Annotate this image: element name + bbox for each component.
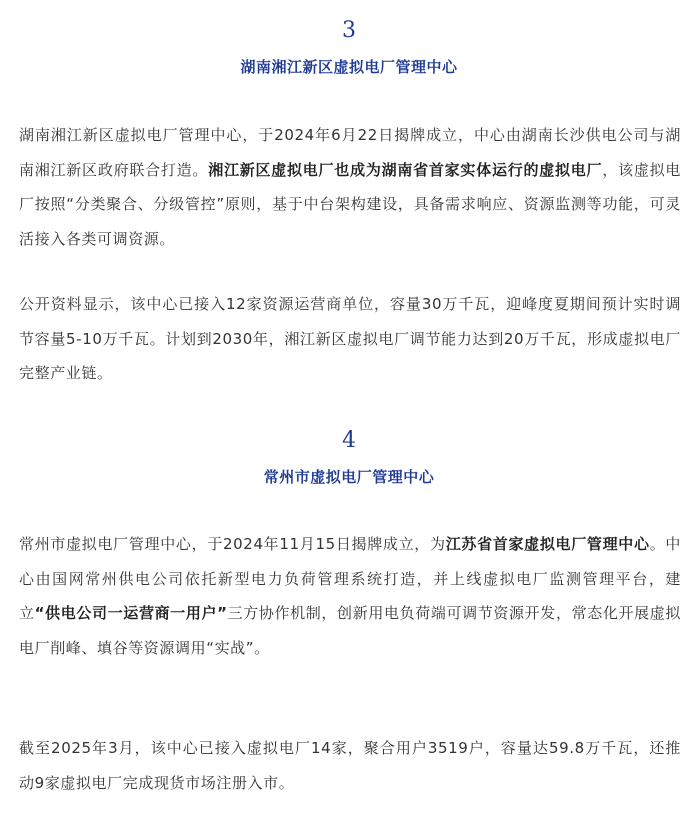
- highlighted-text: 湘江新区虚拟电厂也成为湖南省首家实体运行的虚拟电厂: [208, 160, 603, 179]
- paragraph: [19, 731, 681, 800]
- highlighted-text: “供电公司一运营商一用户”: [34, 604, 228, 622]
- section-title: 湖南湘江新区虚拟电厂管理中心: [240, 58, 458, 76]
- paragraph: [19, 527, 681, 665]
- paragraph-text: 截至2025年3月，该中心已接入虚拟电厂14家，聚合用户3519户，容量达59.8万千瓦，还推动9家虚拟电厂完成现货市场注册入市。: [19, 739, 681, 792]
- paragraph-text: 湖南湘江新区虚拟电厂管理中心，于2024年6月22日揭牌成立，中心由湖南长沙供电公司与湖南湘江新区政府联合打造。: [19, 126, 681, 179]
- paragraph-text: 。中心由国网常州供电公司依托新型电力负荷管理系统打造，并上线虚拟电厂监测管理平台，建立: [19, 535, 681, 622]
- highlighted-text: 江苏省首家虚拟电厂管理中心: [445, 535, 650, 553]
- paragraph: [19, 118, 681, 256]
- paragraph-text: 常州市虚拟电厂管理中心，于2024年11月15日揭牌成立，为: [19, 535, 446, 553]
- paragraph-text: 公开资料显示，该中心已接入12家资源运营商单位，容量30万千瓦，迎峰度夏期间预计实时调节容量5-10万千瓦。计划到2030年，湘江新区虚拟电厂调节能力达到20万千瓦，形成虚拟电厂完整产业链。: [19, 295, 681, 382]
- paragraph-text: 三方协作机制，创新用电负荷端可调节资源开发，常态化开展虚拟电厂削峰、填谷等资源调用“实战”。: [19, 604, 681, 657]
- paragraph-text: ，该虚拟电厂按照“分类聚合、分级管控”原则，基于中台架构建设，具备需求响应、资源监测等功能，可灵活接入各类可调资源。: [19, 160, 681, 248]
- section-number: 3: [342, 18, 356, 43]
- paragraph: [19, 287, 681, 391]
- section-number: 4: [342, 428, 356, 453]
- section-title: 常州市虚拟电厂管理中心: [263, 468, 435, 486]
